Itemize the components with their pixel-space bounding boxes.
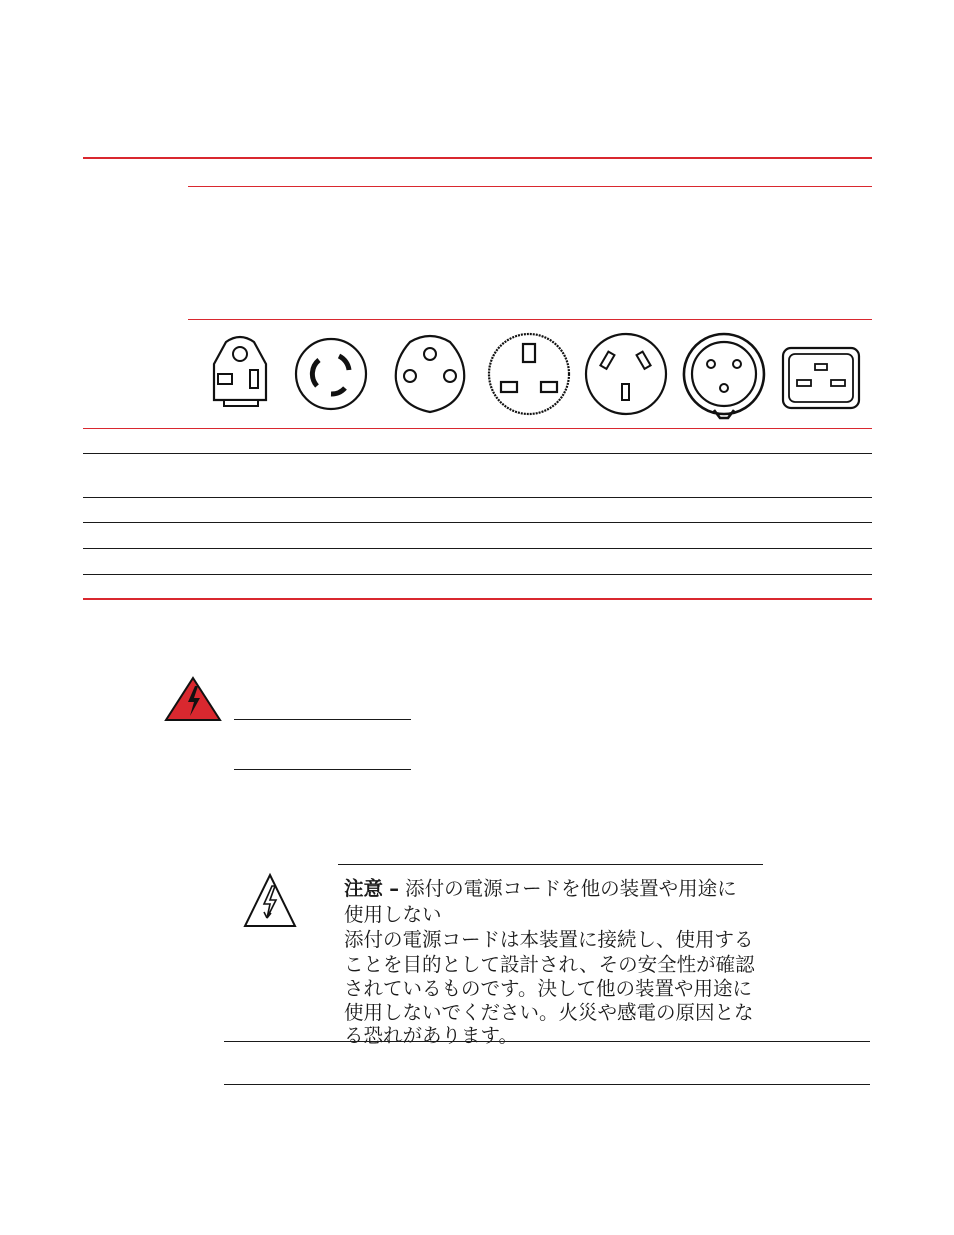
table-header-rule xyxy=(188,186,872,187)
table-top-rule xyxy=(83,157,872,159)
notice-line: 添付の電源コードは本装置に接続し、使用する xyxy=(344,928,754,951)
table-row-rule-1 xyxy=(83,428,872,429)
table-bottom-rule xyxy=(83,598,872,600)
notice-title-line xyxy=(344,876,737,901)
notice-title-text: 添付の電源コードを他の装置や用途に xyxy=(405,877,737,900)
nema-5-15-plug-icon xyxy=(196,330,284,418)
notice-top-rule xyxy=(338,864,763,865)
warning-underline-1 xyxy=(234,719,411,720)
table-row-rule-3 xyxy=(83,497,872,498)
table-subheader-rule xyxy=(188,319,872,320)
notice-line: る恐れがあります。 xyxy=(344,1024,518,1047)
notice-line: 使用しない xyxy=(344,903,442,926)
section-rule-lower xyxy=(224,1084,870,1085)
iec-c19-plug-icon xyxy=(777,330,865,418)
table-row-rule-5 xyxy=(83,548,872,549)
as-nzs-3112-plug-icon xyxy=(582,330,670,418)
notice-title-label: 注意 xyxy=(344,877,384,900)
bs-1363-uk-plug-icon xyxy=(485,330,573,418)
table-row-rule-6 xyxy=(83,574,872,575)
cee-7-schuko-plug-icon xyxy=(386,330,474,418)
notice-line: ことを目的として設計され、その安全性が確認 xyxy=(344,953,755,976)
table-row-rule-4 xyxy=(83,522,872,523)
iec-60309-plug-icon xyxy=(680,330,768,418)
notice-line: 使用しないでください。火災や感電の原因とな xyxy=(344,1001,754,1024)
electrical-hazard-icon xyxy=(242,872,298,930)
section-rule-upper xyxy=(224,1041,870,1042)
warning-underline-2 xyxy=(234,769,411,770)
danger-triangle-icon xyxy=(164,676,222,722)
nema-twist-lock-plug-icon xyxy=(287,330,375,418)
notice-line: されているものです。決して他の装置や用途に xyxy=(344,977,752,1000)
japanese-notice xyxy=(338,866,764,1047)
notice-title-dash: – xyxy=(389,877,399,900)
table-row-rule-2 xyxy=(83,453,872,454)
